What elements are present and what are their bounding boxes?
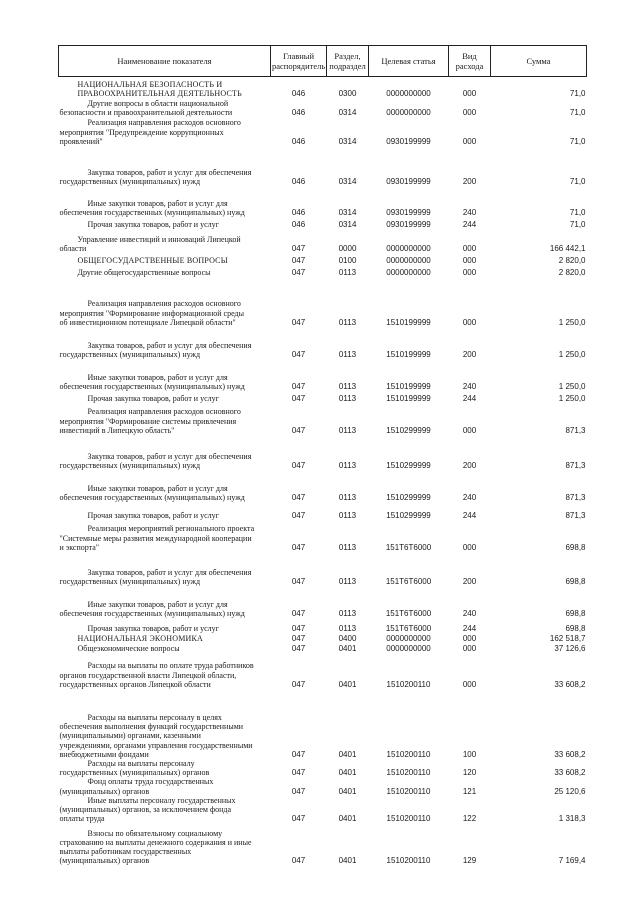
row-sum: 71,0 — [569, 136, 586, 146]
row-sum: 1 318,3 — [558, 814, 586, 824]
row-article: 1510200110 — [386, 749, 431, 759]
row-section: 0401 — [338, 768, 357, 778]
row-sum: 871,3 — [565, 460, 586, 470]
table-row — [59, 653, 587, 689]
budget-table — [58, 45, 587, 865]
row-article: 151Т6Т6000 — [385, 608, 432, 618]
row-section: 0113 — [338, 623, 357, 633]
row-admin: 047 — [291, 679, 306, 689]
row-article: 1510200110 — [386, 679, 431, 689]
row-name-line: обеспечения государственных (муниципальных) нужд — [59, 492, 245, 502]
row-name-line: (муниципальных) органов, за исключением фонда — [59, 804, 232, 814]
row-sum: 25 120,6 — [554, 786, 586, 796]
row-section: 0400 — [338, 633, 357, 643]
row-expense-type: 000 — [462, 317, 477, 327]
row-expense-type: 240 — [462, 492, 477, 502]
row-article: 151Т6Т6000 — [385, 576, 432, 586]
row-name-line: Закупка товаров, работ и услуг для обеспечения — [87, 567, 252, 577]
row-name — [59, 359, 271, 391]
row-sum: 71,0 — [569, 219, 586, 229]
row-section: 0314 — [338, 107, 357, 117]
row-admin: 047 — [291, 255, 306, 265]
row-name — [59, 229, 271, 253]
row-section: 0113 — [338, 317, 357, 327]
row-admin: 047 — [291, 425, 306, 435]
row-name-line: Иные выплаты персоналу государственных — [87, 795, 236, 805]
row-name — [59, 77, 271, 99]
row-name-line: ОБЩЕГОСУДАРСТВЕННЫЕ ВОПРОСЫ — [77, 255, 228, 265]
row-name-line: внебюджетными фондами — [59, 749, 149, 759]
row-name-line: Закупка товаров, работ и услуг для обеспечения — [87, 167, 252, 177]
row-name-line: Иные закупки товаров, работ и услуг для — [87, 372, 228, 382]
row-expense-type: 000 — [462, 255, 477, 265]
table-row — [59, 99, 587, 117]
row-name-line: Прочая закупка товаров, работ и услуг — [87, 510, 219, 520]
row-name-line: (муниципальных) органов — [59, 856, 150, 866]
row-name-line: "Системные меры развития международной кооперации — [59, 533, 252, 543]
row-article: 1510200110 — [386, 814, 431, 824]
row-name-line: Иные закупки товаров, работ и услуг для — [87, 599, 228, 609]
row-name-line: (муниципальных) органов — [59, 786, 150, 796]
row-name-line: мероприятия "Формирование информационной среды — [59, 308, 244, 318]
row-section: 0113 — [338, 267, 357, 277]
row-name-line: государственных (муниципальных) органов — [59, 768, 210, 778]
row-sum: 871,3 — [565, 510, 586, 520]
row-name-line: Иные закупки товаров, работ и услуг для — [87, 483, 228, 493]
row-section: 0401 — [338, 814, 357, 824]
row-name — [59, 146, 271, 186]
row-article: 0000000000 — [386, 267, 431, 277]
table-row — [59, 77, 587, 99]
row-expense-type: 129 — [462, 856, 477, 866]
row-name — [59, 391, 271, 403]
row-sum: 1 250,0 — [558, 393, 586, 403]
row-expense-type: 200 — [462, 176, 477, 186]
table-row — [59, 391, 587, 403]
row-admin: 047 — [291, 510, 306, 520]
table-row — [59, 435, 587, 470]
row-article: 0930199999 — [386, 207, 431, 217]
header-expense-type: Вид расхода — [449, 46, 491, 77]
header-admin: Главный распорядитель — [271, 46, 327, 77]
row-expense-type: 244 — [462, 393, 477, 403]
row-name-line: Прочая закупка товаров, работ и услуг — [87, 623, 219, 633]
row-article: 0000000000 — [386, 89, 431, 99]
row-admin: 047 — [291, 623, 306, 633]
row-name — [59, 217, 271, 229]
row-expense-type: 000 — [462, 633, 477, 643]
row-article: 151Т6Т6000 — [385, 623, 432, 633]
row-sum: 33 608,2 — [554, 749, 586, 759]
row-expense-type: 100 — [462, 749, 477, 759]
row-expense-type: 122 — [462, 814, 477, 824]
row-name — [59, 759, 271, 777]
row-admin: 047 — [291, 608, 306, 618]
row-section: 0000 — [338, 243, 357, 253]
row-article: 0930199999 — [386, 176, 431, 186]
row-article: 1510200110 — [386, 768, 431, 778]
row-expense-type: 000 — [462, 136, 477, 146]
row-sum: 871,3 — [565, 425, 586, 435]
row-name — [59, 777, 271, 795]
row-sum: 698,8 — [565, 576, 586, 586]
row-name — [59, 277, 271, 327]
row-name-line: (муниципальными) органами, казенными — [59, 731, 201, 741]
row-admin: 047 — [291, 643, 306, 653]
row-admin: 047 — [291, 243, 306, 253]
table-row — [59, 633, 587, 643]
row-sum: 2 820,0 — [558, 267, 586, 277]
row-name-line: Прочая закупка товаров, работ и услуг — [87, 393, 219, 403]
row-article: 0930199999 — [386, 136, 431, 146]
row-sum: 871,3 — [565, 492, 586, 502]
row-admin: 047 — [291, 814, 306, 824]
row-article: 1510200110 — [386, 856, 431, 866]
row-name-line: Реализация направления расходов основного — [87, 407, 241, 417]
row-article: 1510299999 — [386, 510, 431, 520]
row-sum: 37 126,6 — [554, 643, 586, 653]
row-expense-type: 240 — [462, 207, 477, 217]
row-article: 0000000000 — [386, 643, 431, 653]
row-article: 0000000000 — [386, 243, 431, 253]
row-name-line: и экспорта" — [59, 542, 100, 552]
row-name-line: государственных (муниципальных) нужд — [59, 349, 201, 359]
table-row — [59, 618, 587, 633]
row-name-line: обеспечения государственных (муниципальных) нужд — [59, 381, 245, 391]
row-expense-type: 000 — [462, 267, 477, 277]
row-sum: 698,8 — [565, 542, 586, 552]
row-name — [59, 253, 271, 265]
row-admin: 047 — [291, 542, 306, 552]
row-expense-type: 000 — [462, 243, 477, 253]
row-admin: 047 — [291, 317, 306, 327]
row-expense-type: 240 — [462, 608, 477, 618]
row-admin: 047 — [291, 856, 306, 866]
row-admin: 047 — [291, 786, 306, 796]
row-name — [59, 470, 271, 502]
row-name-line: обеспечения государственных (муниципальных) нужд — [59, 608, 245, 618]
row-sum: 698,8 — [565, 608, 586, 618]
row-section: 0113 — [338, 492, 357, 502]
header-section: Раздел, подраздел — [327, 46, 369, 77]
row-section: 0113 — [338, 608, 357, 618]
row-expense-type: 000 — [462, 679, 477, 689]
row-section: 0314 — [338, 219, 357, 229]
row-admin: 047 — [291, 492, 306, 502]
row-section: 0314 — [338, 176, 357, 186]
row-name-line: Фонд оплаты труда государственных — [87, 777, 214, 787]
row-admin: 047 — [291, 393, 306, 403]
row-name-line: органов государственной власти Липецкой области, — [59, 670, 237, 680]
row-name-line: Взносы по обязательному социальному — [87, 828, 223, 838]
row-expense-type: 200 — [462, 576, 477, 586]
row-expense-type: 244 — [462, 510, 477, 520]
row-name-line: Управление инвестиций и инноваций Липецкой — [77, 234, 241, 244]
row-expense-type: 000 — [462, 107, 477, 117]
row-name — [59, 618, 271, 633]
row-name-line: обеспечения выполнения функций государственными — [59, 722, 244, 732]
row-article: 1510199999 — [386, 393, 431, 403]
row-admin: 046 — [291, 207, 306, 217]
row-name — [59, 403, 271, 435]
table-row — [59, 229, 587, 253]
table-row — [59, 327, 587, 359]
row-article: 0000000000 — [386, 107, 431, 117]
row-name-line: Расходы на выплаты персоналу в целях — [87, 712, 222, 722]
row-name — [59, 435, 271, 470]
row-article: 1510299999 — [386, 425, 431, 435]
row-name-line: Прочая закупка товаров, работ и услуг — [87, 219, 219, 229]
row-section: 0401 — [338, 679, 357, 689]
row-name — [59, 265, 271, 277]
row-expense-type: 200 — [462, 460, 477, 470]
row-admin: 046 — [291, 219, 306, 229]
row-article: 0000000000 — [386, 633, 431, 643]
row-sum: 166 442,1 — [549, 243, 586, 253]
row-name-line: Реализация направления расходов основного — [87, 118, 241, 128]
row-name-line: области — [59, 243, 87, 253]
row-sum: 33 608,2 — [554, 679, 586, 689]
table-row — [59, 359, 587, 391]
row-sum: 71,0 — [569, 89, 586, 99]
row-name-line: Иные закупки товаров, работ и услуг для — [87, 198, 228, 208]
row-name-line: НАЦИОНАЛЬНАЯ БЕЗОПАСНОСТЬ И — [77, 80, 223, 90]
row-name — [59, 653, 271, 689]
row-sum: 162 518,7 — [549, 633, 586, 643]
row-name — [59, 99, 271, 117]
row-name — [59, 327, 271, 359]
row-admin: 046 — [291, 136, 306, 146]
row-section: 0113 — [338, 576, 357, 586]
row-name — [59, 586, 271, 618]
table-row — [59, 470, 587, 502]
row-sum: 7 169,4 — [558, 856, 586, 866]
header-article: Целевая статья — [369, 46, 449, 77]
row-article: 1510199999 — [386, 317, 431, 327]
row-section: 0300 — [338, 89, 357, 99]
table-row — [59, 689, 587, 759]
header-sum: Сумма — [491, 46, 587, 77]
row-name-line: инвестиций в Липецкую область" — [59, 425, 175, 435]
row-admin: 046 — [291, 107, 306, 117]
row-name-line: государственных (муниципальных) нужд — [59, 576, 201, 586]
row-expense-type: 244 — [462, 623, 477, 633]
row-article: 151Т6Т6000 — [385, 542, 432, 552]
row-admin: 047 — [291, 576, 306, 586]
row-name-line: мероприятия "Предупреждение коррупционных — [59, 127, 224, 137]
row-article: 0000000000 — [386, 255, 431, 265]
row-section: 0401 — [338, 786, 357, 796]
row-sum: 698,8 — [565, 623, 586, 633]
row-name-line: государственных (муниципальных) нужд — [59, 176, 201, 186]
row-section: 0314 — [338, 136, 357, 146]
row-name-line: НАЦИОНАЛЬНАЯ ЭКОНОМИКА — [77, 633, 204, 643]
row-article: 0930199999 — [386, 219, 431, 229]
row-expense-type: 000 — [462, 425, 477, 435]
row-section: 0113 — [338, 542, 357, 552]
row-sum: 33 608,2 — [554, 768, 586, 778]
row-admin: 047 — [291, 460, 306, 470]
row-name-line: безопасности и правоохранительной деятельности — [59, 107, 233, 117]
row-admin: 047 — [291, 381, 306, 391]
row-expense-type: 000 — [462, 542, 477, 552]
row-section: 0113 — [338, 393, 357, 403]
table-row — [59, 552, 587, 586]
row-sum: 71,0 — [569, 107, 586, 117]
row-name-line: ПРАВООХРАНИТЕЛЬНАЯ ДЕЯТЕЛЬНОСТЬ — [77, 89, 242, 99]
table-row — [59, 117, 587, 146]
row-expense-type: 000 — [462, 643, 477, 653]
table-row — [59, 586, 587, 618]
row-name — [59, 117, 271, 146]
row-section: 0113 — [338, 349, 357, 359]
row-section: 0401 — [338, 749, 357, 759]
row-admin: 046 — [291, 176, 306, 186]
row-expense-type: 200 — [462, 349, 477, 359]
table-row — [59, 217, 587, 229]
row-section: 0113 — [338, 381, 357, 391]
row-name — [59, 689, 271, 759]
row-name — [59, 796, 271, 824]
row-name — [59, 186, 271, 217]
row-sum: 1 250,0 — [558, 317, 586, 327]
row-section: 0314 — [338, 207, 357, 217]
row-admin: 047 — [291, 633, 306, 643]
row-article: 1510200110 — [386, 786, 431, 796]
header-name: Наименование показателя — [59, 46, 271, 77]
row-expense-type: 244 — [462, 219, 477, 229]
table-row — [59, 277, 587, 327]
table-row — [59, 823, 587, 865]
row-expense-type: 240 — [462, 381, 477, 391]
row-name-line: Другие вопросы в области национальной — [87, 98, 229, 108]
row-name-line: об инвестиционном потенциале Липецкой области" — [59, 317, 236, 327]
row-expense-type: 000 — [462, 89, 477, 99]
row-name-line: Другие общегосударственные вопросы — [77, 267, 211, 277]
row-section: 0113 — [338, 460, 357, 470]
row-name — [59, 520, 271, 552]
row-admin: 047 — [291, 349, 306, 359]
row-name-line: Расходы на выплаты персоналу — [87, 758, 195, 768]
row-name — [59, 502, 271, 520]
row-name-line: страхованию на выплаты денежного содержания и иные — [59, 837, 252, 847]
row-section: 0401 — [338, 856, 357, 866]
row-name — [59, 633, 271, 643]
row-name-line: Общеэкономические вопросы — [77, 643, 180, 653]
row-name-line: государственных органов Липецкой области — [59, 679, 211, 689]
table-row — [59, 265, 587, 277]
row-name-line: учреждениями, органами управления государственными — [59, 740, 253, 750]
row-name-line: государственных (муниципальных) нужд — [59, 460, 201, 470]
row-sum: 1 250,0 — [558, 381, 586, 391]
row-sum: 71,0 — [569, 207, 586, 217]
row-section: 0113 — [338, 510, 357, 520]
table-header-row — [59, 46, 587, 77]
table-row — [59, 502, 587, 520]
table-row — [59, 253, 587, 265]
table-row — [59, 520, 587, 552]
row-admin: 047 — [291, 267, 306, 277]
row-article: 1510199999 — [386, 381, 431, 391]
row-name-line: обеспечения государственных (муниципальных) нужд — [59, 207, 245, 217]
row-name-line: проявлений" — [59, 136, 103, 146]
row-name-line: Закупка товаров, работ и услуг для обеспечения — [87, 451, 252, 461]
table-row — [59, 643, 587, 653]
row-name-line: выплаты работникам государственных — [59, 846, 192, 856]
row-expense-type: 120 — [462, 768, 477, 778]
row-admin: 047 — [291, 749, 306, 759]
row-article: 1510199999 — [386, 349, 431, 359]
row-admin: 046 — [291, 89, 306, 99]
table-row — [59, 403, 587, 435]
row-admin: 047 — [291, 768, 306, 778]
row-name-line: оплаты труда — [59, 814, 105, 824]
table-row — [59, 146, 587, 186]
row-name — [59, 823, 271, 865]
row-name — [59, 643, 271, 653]
row-article: 1510299999 — [386, 492, 431, 502]
table-row — [59, 777, 587, 795]
row-sum: 2 820,0 — [558, 255, 586, 265]
row-name-line: Реализация направления расходов основного — [87, 299, 241, 309]
table-row — [59, 759, 587, 777]
row-article: 1510299999 — [386, 460, 431, 470]
table-row — [59, 796, 587, 824]
row-name-line: Закупка товаров, работ и услуг для обеспечения — [87, 340, 252, 350]
table-row — [59, 186, 587, 217]
row-name-line: Реализация мероприятий регионального проекта — [87, 524, 255, 534]
row-name-line: Расходы на выплаты по оплате труда работников — [87, 661, 254, 671]
row-sum: 71,0 — [569, 176, 586, 186]
row-name-line: мероприятия "Формирование системы привлечения — [59, 416, 237, 426]
row-sum: 1 250,0 — [558, 349, 586, 359]
row-section: 0100 — [338, 255, 357, 265]
table-body — [59, 77, 587, 866]
row-section: 0401 — [338, 643, 357, 653]
row-name — [59, 552, 271, 586]
row-section: 0113 — [338, 425, 357, 435]
row-expense-type: 121 — [462, 786, 477, 796]
